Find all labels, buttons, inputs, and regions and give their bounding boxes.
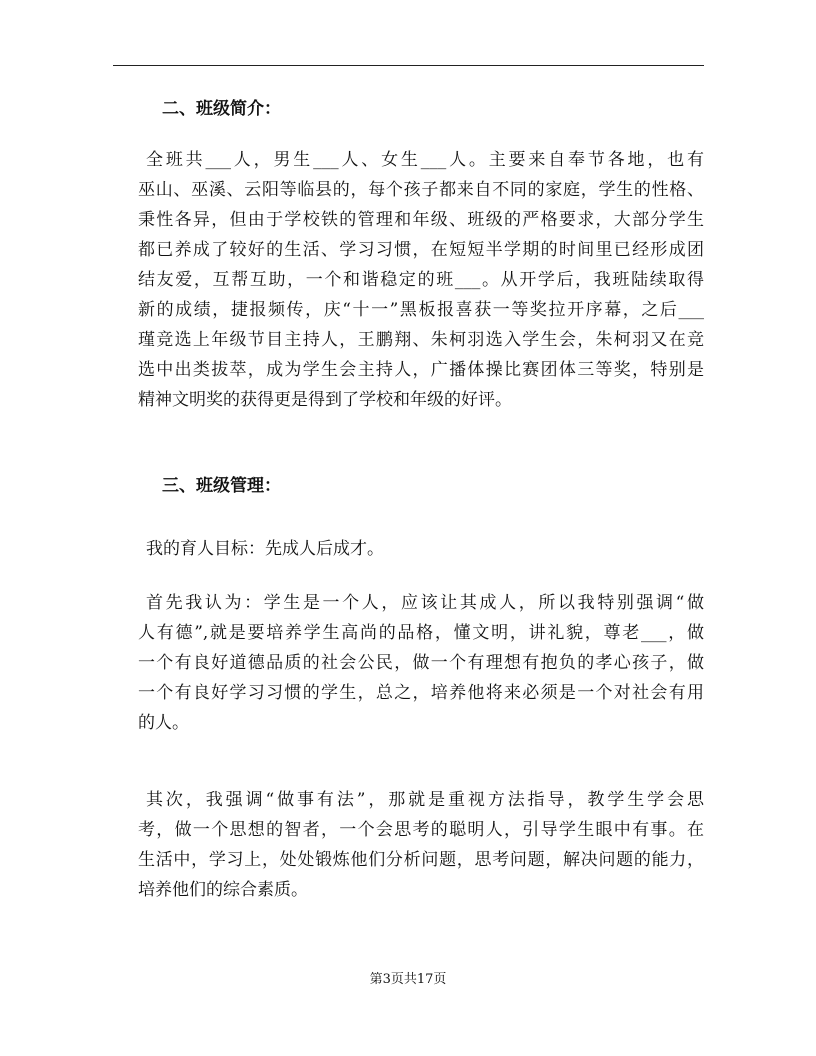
text-line: 精神文明奖的获得更是得到了学校和年级的好评。 — [138, 390, 512, 410]
text-line: 我的育人目标：先成人后成才。 — [146, 539, 384, 559]
text-line: 秉性各异，但由于学校铁的管理和年级、班级的严格要求，大部分学生 — [138, 210, 704, 230]
text-line: 生活中，学习上，处处锻炼他们分析问题，思考问题，解决问题的能力， — [138, 850, 704, 870]
paragraph-virtue — [138, 588, 704, 738]
text-line: 瑾竞选上年级节目主持人，王鹏翔、朱柯羽选入学生会，朱柯羽又在竞 — [138, 330, 704, 350]
text-line: 其次，我强调“做事有法”，那就是重视方法指导，教学生学会思 — [146, 790, 704, 810]
paragraph-method — [138, 785, 704, 905]
section-heading-class-intro: 二、班级简介： — [162, 99, 281, 119]
text-line: 一个有良好道德品质的社会公民，做一个有理想有抱负的孝心孩子，做 — [138, 653, 704, 673]
text-line: 考，做一个思想的智者，一个会思考的聪明人，引导学生眼中有事。在 — [138, 820, 704, 840]
text-line: 结友爱，互帮互助，一个和谐稳定的班___。从开学后，我班陆续取得 — [138, 270, 704, 290]
paragraph-class-intro — [138, 145, 704, 415]
text-line: 巫山、巫溪、云阳等临县的，每个孩子都来自不同的家庭，学生的性格、 — [138, 180, 704, 200]
text-line: 全班共___人，男生___人、女生___人。主要来自奉节各地，也有 — [146, 150, 704, 170]
text-line: 一个有良好学习习惯的学生，总之，培养他将来必须是一个对社会有用 — [138, 683, 704, 703]
paragraph-education-goal — [138, 534, 704, 564]
text-line: 首先我认为：学生是一个人，应该让其成人，所以我特别强调“做 — [146, 593, 704, 613]
section-heading-class-management: 三、班级管理： — [162, 476, 281, 496]
text-line: 培养他们的综合素质。 — [138, 880, 308, 900]
header-rule — [113, 65, 704, 66]
text-line: 的人。 — [138, 713, 189, 733]
text-line: 都已养成了较好的生活、学习习惯，在短短半学期的时间里已经形成团 — [138, 240, 704, 260]
text-line: 人有德”,就是要培养学生高尚的品格，懂文明，讲礼貌，尊老___，做 — [138, 623, 704, 643]
text-line: 新的成绩，捷报频传，庆“十一”黑板报喜获一等奖拉开序幕，之后___ — [138, 300, 704, 320]
page-number-footer: 第3页共17页 — [369, 972, 447, 987]
text-line: 选中出类拔萃，成为学生会主持人，广播体操比赛团体三等奖，特别是 — [138, 360, 704, 380]
